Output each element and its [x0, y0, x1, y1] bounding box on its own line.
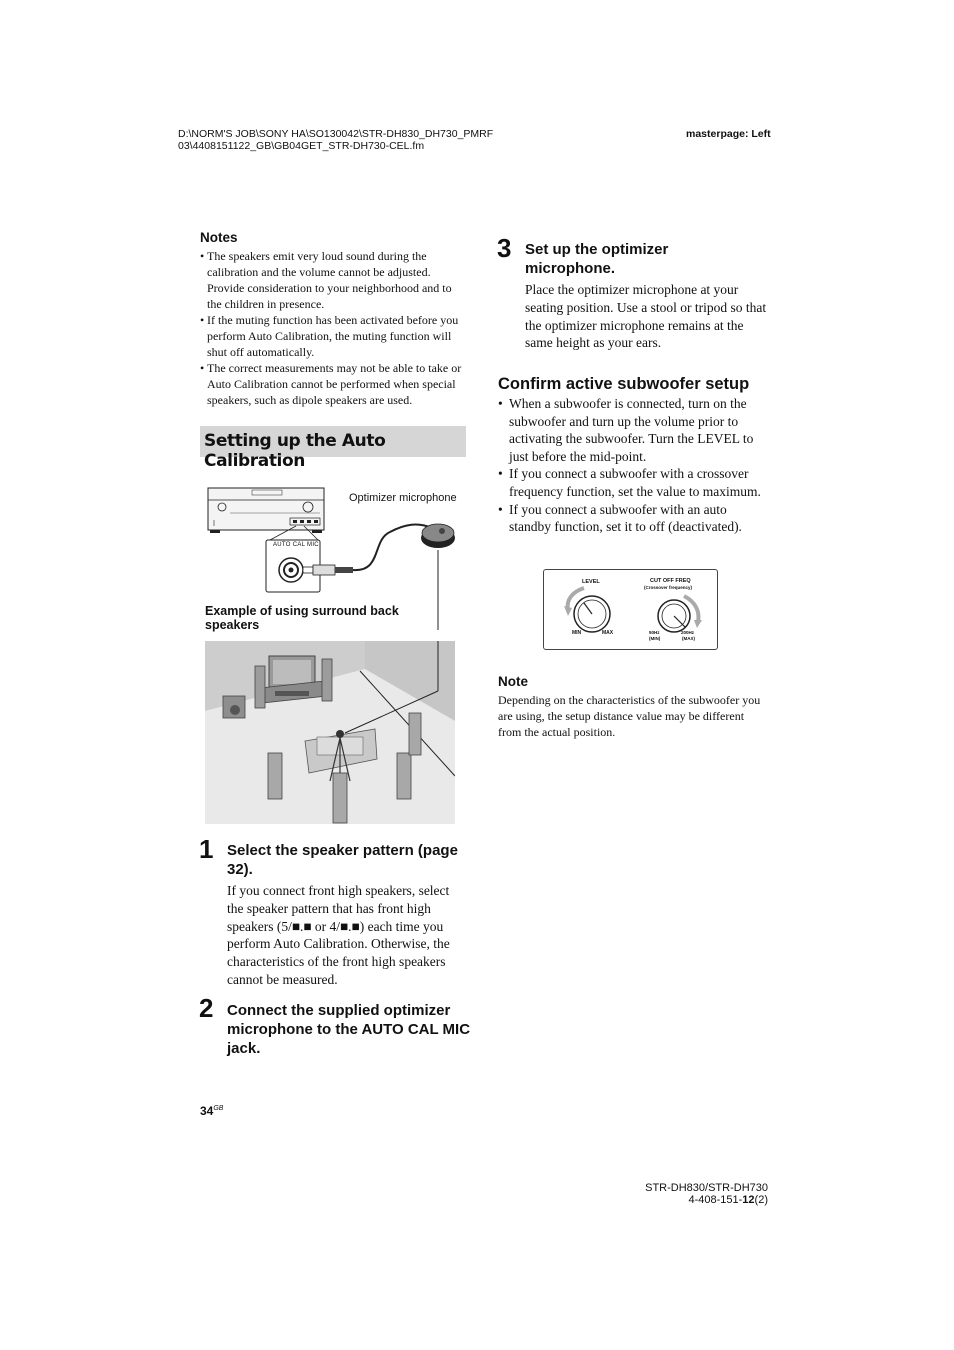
- level-label: LEVEL: [582, 579, 600, 585]
- model-code-prefix: 4-408-151-: [688, 1194, 743, 1206]
- room-illustration: [205, 641, 455, 824]
- section-title: Setting up the Auto Calibration: [200, 426, 466, 457]
- freq-low-sub: (MIN): [649, 636, 661, 641]
- list-item: • If you connect a subwoofer with an auto standby function, set it to off (deactivated).: [498, 501, 768, 536]
- subwoofer-heading: Confirm active subwoofer setup: [498, 375, 750, 393]
- cutoff-sub-label: (Crossover frequency): [644, 585, 693, 590]
- model-code-suffix: (2): [754, 1194, 768, 1206]
- note-heading: Note: [498, 674, 528, 689]
- file-path-header: [178, 128, 493, 152]
- step-number: 3: [497, 233, 512, 263]
- step-body: If you connect front high speakers, select the speaker pattern that has front high speakers (5/■.■ or 4/■.■) each time you perform Auto Calibration. Otherwise, the characteristics of the front high speakers cannot be measured.: [227, 883, 450, 987]
- notes-item: • The correct measurements may not be able to take or Auto Calibration cannot be performed when special speakers, such as dipole speakers are used.: [200, 360, 468, 408]
- freq-high-label: 200Hz: [681, 630, 695, 635]
- notes-item: • The speakers emit very loud sound during the calibration and the volume cannot be adjusted. Provide consideration to your neighborhood and to the children in presence.: [200, 248, 468, 312]
- list-item: • If you connect a subwoofer with a crossover frequency function, set the value to maximum.: [498, 465, 768, 500]
- masterpage-label: masterpage: Left: [686, 128, 771, 140]
- model-code-bold: 12: [742, 1194, 755, 1206]
- note-body: Depending on the characteristics of the subwoofer you are using, the setup distance value may be different from the actual position.: [498, 693, 761, 739]
- model-name: STR-DH830/STR-DH730: [645, 1182, 768, 1194]
- step-number: 2: [199, 993, 214, 1023]
- min-label: MIN: [572, 630, 582, 636]
- jack-label: AUTO CAL MIC: [273, 542, 319, 548]
- subwoofer-bullets: [498, 395, 768, 536]
- list-item: • When a subwoofer is connected, turn on the subwoofer and turn up the volume prior to activating the subwoofer. Turn the LEVEL to just before the mid-point.: [498, 395, 768, 465]
- file-path-line1: D:\NORM'S JOB\SONY HA\SO130042\STR-DH830_DH730_PMRF: [178, 128, 494, 140]
- knob-diagram: [543, 569, 718, 650]
- diagram-caption: Example of using surround back speakers: [205, 604, 399, 632]
- step-title: Set up the optimizer microphone.: [525, 241, 669, 277]
- notes-list: [200, 248, 468, 408]
- model-code: [560, 1194, 768, 1206]
- freq-low-label: 50Hz: [649, 630, 660, 635]
- notes-heading: Notes: [200, 230, 238, 245]
- cutoff-label: CUT OFF FREQ: [650, 578, 691, 584]
- step-title: Select the speaker pattern (page 32).: [227, 842, 458, 878]
- file-path-line2: 03\4408151122_GB\GB04GET_STR-DH730-CEL.fm: [178, 140, 425, 152]
- step-body: Place the optimizer microphone at your seating position. Use a stool or tripod so that the optimizer microphone remains at the same height as your ears.: [525, 282, 767, 351]
- mic-label: Optimizer microphone: [349, 492, 457, 504]
- page-number: [200, 1104, 223, 1118]
- model-footer: [560, 1182, 768, 1206]
- notes-item: • If the muting function has been activated before you perform Auto Calibration, the muting function will shut off automatically.: [200, 312, 468, 360]
- page-number-value: 34: [200, 1104, 214, 1118]
- step-title: Connect the supplied optimizer microphone to the AUTO CAL MIC jack.: [227, 1002, 471, 1057]
- page-number-suffix: GB: [213, 1105, 224, 1112]
- freq-high-sub: (MAX): [682, 636, 695, 641]
- step-number: 1: [199, 834, 214, 864]
- max-label: MAX: [602, 630, 614, 636]
